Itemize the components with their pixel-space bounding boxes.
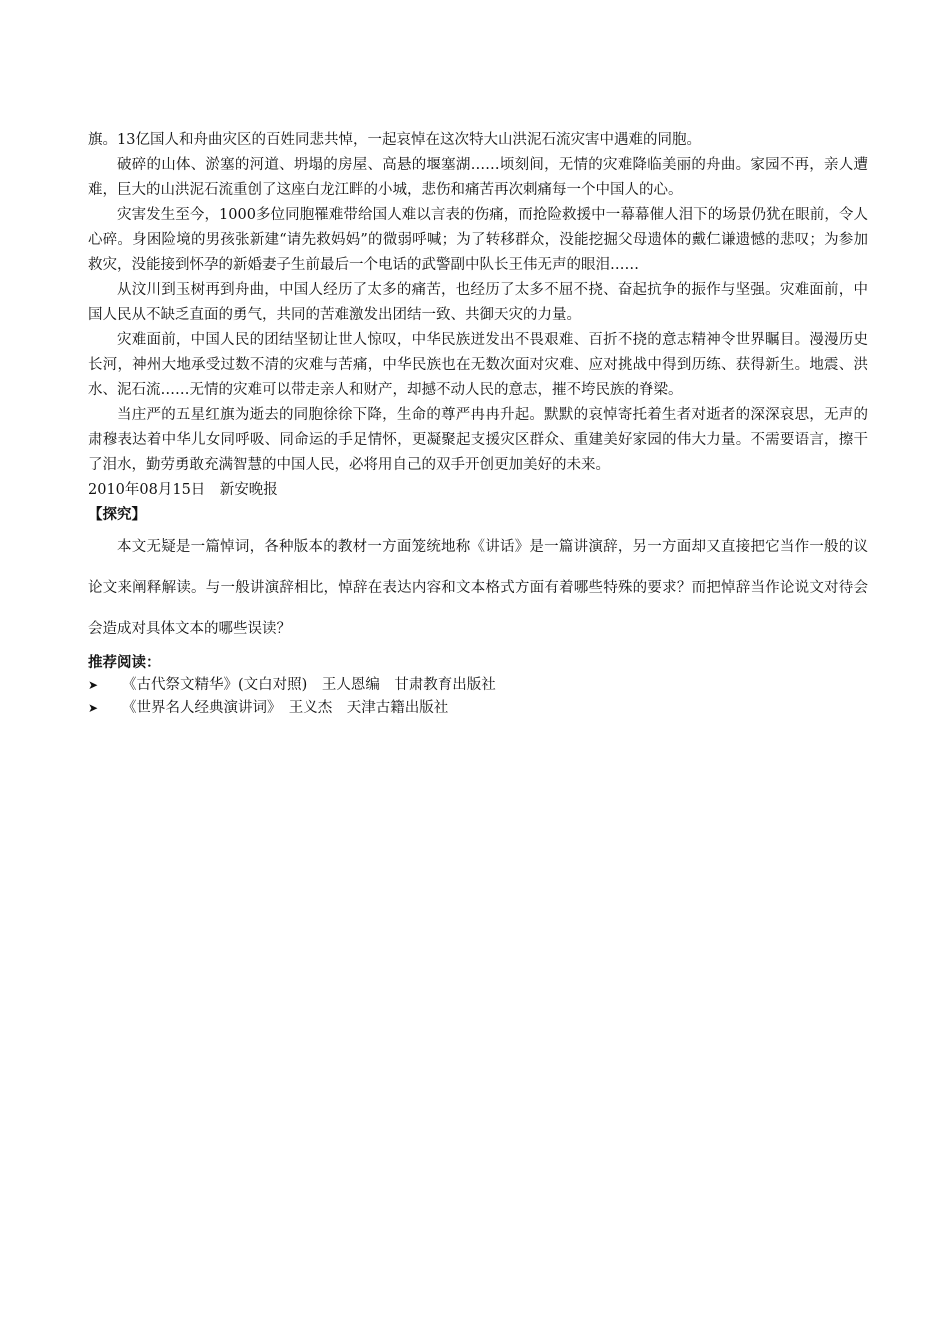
document-page — [88, 128, 868, 720]
arrowhead-bullet-icon: ➤ — [88, 701, 99, 715]
list-item — [88, 674, 868, 697]
explore-section — [88, 503, 868, 650]
article-dateline: 2010年08月15日 新安晚报 — [88, 482, 278, 498]
article-body — [88, 128, 868, 503]
arrowhead-bullet-icon: ➤ — [88, 678, 99, 692]
list-item — [88, 697, 868, 720]
article-paragraph: 从汶川到玉树再到舟曲，中国人经历了太多的痛苦，也经历了太多不屈不挠、奋起抗争的振作与坚强。灾难面前，中国人民从不缺乏直面的勇气，共同的苦难激发出团结一致、共御天灾的力量。 — [88, 282, 868, 323]
article-paragraph: 当庄严的五星红旗为逝去的同胞徐徐下降，生命的尊严冉冉升起。默默的哀悼寄托着生者对逝者的深深哀思，无声的肃穆表达着中华儿女同呼吸、同命运的手足情怀，更凝聚起支援灾区群众、重建美好家园的伟大力量。不需要语言，擦干了泪水，勤劳勇敢充满智慧的中国人民，必将用自己的双手开创更加美好的未来。 — [88, 407, 868, 473]
explore-title: 【探究】 — [88, 507, 146, 523]
explore-text: 本文无疑是一篇悼词，各种版本的教材一方面笼统地称《讲话》是一篇讲演辞，另一方面却又直接把它当作一般的议论文来阐释解读。与一般讲演辞相比，悼辞在表达内容和文本格式方面有着哪些特殊的要求？而把悼辞当作论说文对待会会造成对具体文本的哪些误读？ — [88, 539, 868, 637]
book-entry: 《古代祭文精华》(文白对照) 王人恩编 甘肃教育出版社 — [122, 677, 496, 693]
article-paragraph: 灾难面前，中国人民的团结坚韧让世人惊叹，中华民族迸发出不畏艰难、百折不挠的意志精神令世界瞩目。漫漫历史长河，神州大地承受过数不清的灾难与苦痛，中华民族也在无数次面对灾难、应对挑战中得到历练、获得新生。地震、洪水、泥石流……无情的灾难可以带走亲人和财产，却撼不动人民的意志，摧不垮民族的脊梁。 — [88, 332, 868, 398]
recommended-reading-list — [88, 674, 868, 720]
article-paragraph: 旗。13亿国人和舟曲灾区的百姓同悲共悼，一起哀悼在这次特大山洪泥石流灾害中遇难的同胞。 — [88, 132, 701, 148]
article-paragraph: 灾害发生至今，1000多位同胞罹难带给国人难以言表的伤痛，而抢险救援中一幕幕催人泪下的场景仍犹在眼前，令人心碎。身困险境的男孩张新建“请先救妈妈”的微弱呼喊；为了转移群众，没能挖掘父母遗体的戴仁谦遗憾的悲叹；为参加救灾，没能接到怀孕的新婚妻子生前最后一个电话的武警副中队长王伟无声的眼泪…… — [88, 207, 868, 273]
book-entry: 《世界名人经典演讲词》 王义杰 天津古籍出版社 — [122, 700, 449, 716]
recommended-reading-title: 推荐阅读： — [88, 655, 161, 671]
article-paragraph: 破碎的山体、淤塞的河道、坍塌的房屋、高悬的堰塞湖……顷刻间，无情的灾难降临美丽的舟曲。家园不再，亲人遭难，巨大的山洪泥石流重创了这座白龙江畔的小城，悲伤和痛苦再次刺痛每一个中国人的心。 — [88, 157, 868, 198]
recommended-reading-section — [88, 652, 868, 720]
